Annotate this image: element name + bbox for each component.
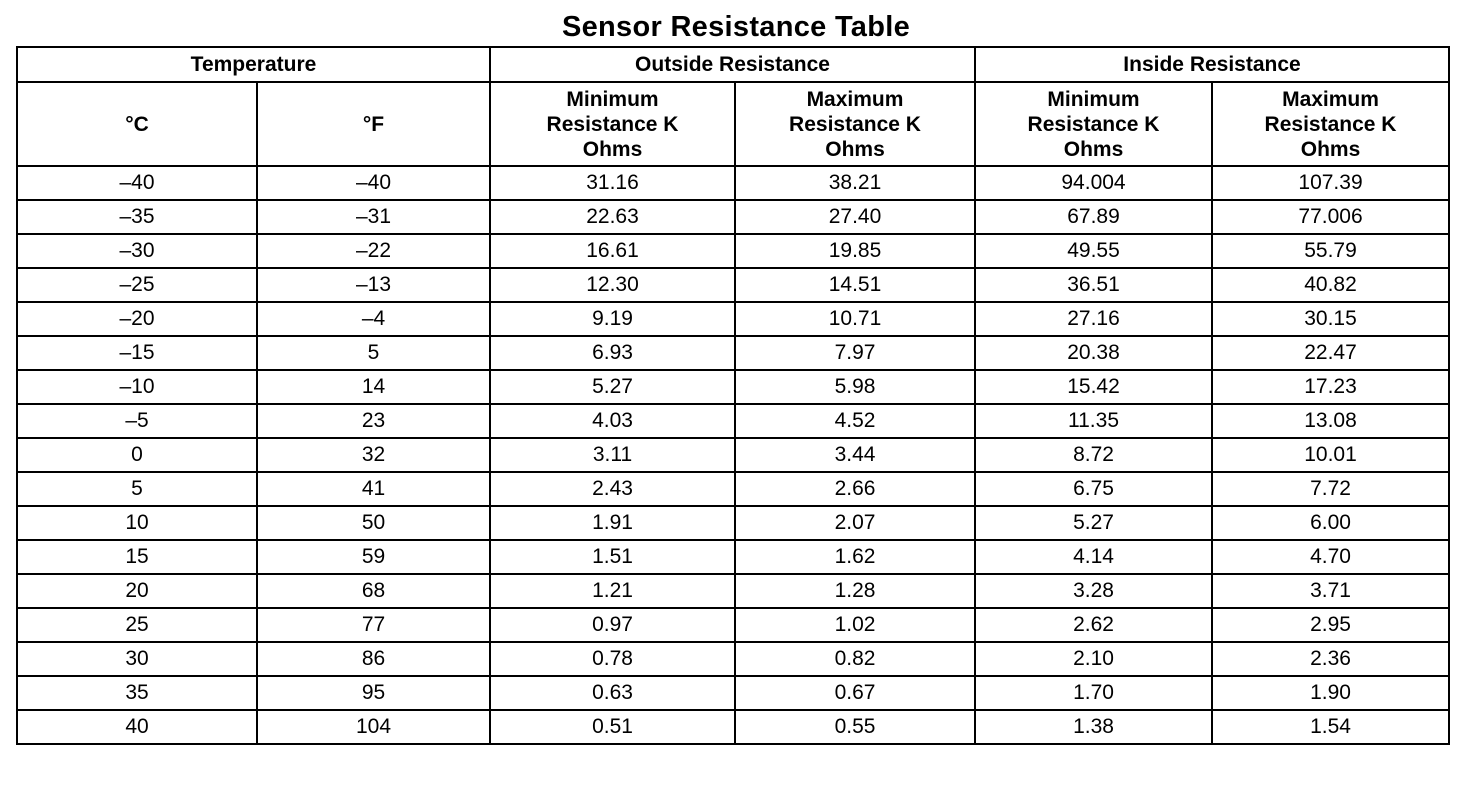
inside-min-cell: 67.89 [975,200,1212,234]
inside-max-cell: 40.82 [1212,268,1449,302]
fahrenheit-cell: –22 [257,234,490,268]
table-row [17,268,1449,302]
inside-max-cell: 3.71 [1212,574,1449,608]
inside-min-cell: 11.35 [975,404,1212,438]
header-line: Ohms [1063,137,1124,161]
inside-max-cell: 13.08 [1212,404,1449,438]
outside-max-cell: 0.82 [735,642,975,676]
celsius-cell: 0 [17,438,257,472]
fahrenheit-column-header: °F [257,82,490,166]
celsius-cell: –40 [17,166,257,200]
fahrenheit-cell: –4 [257,302,490,336]
outside-resistance-group-header: Outside Resistance [490,47,975,82]
outside-min-cell: 1.21 [490,574,735,608]
table-row [17,710,1449,744]
outside-min-cell: 4.03 [490,404,735,438]
outside-min-cell: 6.93 [490,336,735,370]
inside-min-cell: 2.62 [975,608,1212,642]
celsius-cell: 25 [17,608,257,642]
outside-max-cell: 27.40 [735,200,975,234]
inside-min-cell: 94.004 [975,166,1212,200]
outside-max-cell: 5.98 [735,370,975,404]
celsius-cell: –15 [17,336,257,370]
inside-max-cell: 2.95 [1212,608,1449,642]
outside-max-cell: 38.21 [735,166,975,200]
inside-max-cell: 1.90 [1212,676,1449,710]
outside-max-cell: 1.28 [735,574,975,608]
fahrenheit-cell: 68 [257,574,490,608]
celsius-cell: –5 [17,404,257,438]
inside-min-column-header [975,82,1212,166]
fahrenheit-cell: 32 [257,438,490,472]
outside-min-cell: 3.11 [490,438,735,472]
fahrenheit-cell: –31 [257,200,490,234]
outside-min-cell: 31.16 [490,166,735,200]
table-row [17,608,1449,642]
inside-max-cell: 4.70 [1212,540,1449,574]
table-row [17,506,1449,540]
column-header-row [17,82,1449,166]
header-line: Resistance K [1027,112,1160,136]
fahrenheit-cell: 86 [257,642,490,676]
outside-min-cell: 1.51 [490,540,735,574]
outside-max-cell: 19.85 [735,234,975,268]
outside-max-cell: 1.02 [735,608,975,642]
table-row [17,438,1449,472]
fahrenheit-cell: 41 [257,472,490,506]
inside-min-cell: 5.27 [975,506,1212,540]
fahrenheit-cell: 23 [257,404,490,438]
inside-max-cell: 2.36 [1212,642,1449,676]
fahrenheit-cell: 14 [257,370,490,404]
table-row [17,370,1449,404]
header-line: Maximum [1282,87,1379,111]
header-line: Resistance K [789,112,921,136]
outside-min-cell: 16.61 [490,234,735,268]
table-row [17,574,1449,608]
table-row [17,540,1449,574]
inside-max-cell: 107.39 [1212,166,1449,200]
inside-min-cell: 27.16 [975,302,1212,336]
celsius-cell: –20 [17,302,257,336]
inside-min-cell: 4.14 [975,540,1212,574]
celsius-cell: –10 [17,370,257,404]
fahrenheit-cell: –40 [257,166,490,200]
header-line: Resistance K [546,112,679,136]
celsius-cell: 20 [17,574,257,608]
inside-min-cell: 6.75 [975,472,1212,506]
inside-max-cell: 7.72 [1212,472,1449,506]
table-row [17,642,1449,676]
table-row [17,234,1449,268]
table-title: Sensor Resistance Table [561,11,911,43]
outside-max-cell: 10.71 [735,302,975,336]
outside-min-cell: 9.19 [490,302,735,336]
outside-min-cell: 12.30 [490,268,735,302]
header-line: Ohms [1300,137,1361,161]
inside-max-cell: 6.00 [1212,506,1449,540]
celsius-cell: 10 [17,506,257,540]
outside-min-cell: 0.97 [490,608,735,642]
celsius-cell: –35 [17,200,257,234]
inside-max-cell: 55.79 [1212,234,1449,268]
inside-min-cell: 3.28 [975,574,1212,608]
table-row [17,166,1449,200]
celsius-cell: 15 [17,540,257,574]
outside-max-cell: 4.52 [735,404,975,438]
header-line: Minimum [1047,87,1140,111]
outside-min-cell: 22.63 [490,200,735,234]
outside-max-cell: 2.07 [735,506,975,540]
inside-max-cell: 1.54 [1212,710,1449,744]
inside-resistance-group-header: Inside Resistance [975,47,1449,82]
inside-min-cell: 36.51 [975,268,1212,302]
inside-min-cell: 49.55 [975,234,1212,268]
table-row [17,336,1449,370]
outside-max-cell: 0.55 [735,710,975,744]
outside-max-cell: 7.97 [735,336,975,370]
inside-min-cell: 1.38 [975,710,1212,744]
outside-max-cell: 0.67 [735,676,975,710]
fahrenheit-cell: 95 [257,676,490,710]
outside-min-cell: 0.78 [490,642,735,676]
inside-min-cell: 2.10 [975,642,1212,676]
table-row [17,472,1449,506]
sensor-resistance-table [16,46,1450,745]
outside-max-cell: 1.62 [735,540,975,574]
outside-min-cell: 1.91 [490,506,735,540]
header-line: Maximum [806,87,904,111]
inside-max-cell: 17.23 [1212,370,1449,404]
temperature-group-header: Temperature [17,47,490,82]
table-row [17,404,1449,438]
celsius-cell: 40 [17,710,257,744]
outside-min-cell: 0.63 [490,676,735,710]
table-row [17,200,1449,234]
header-line: Ohms [825,137,885,161]
table-header [17,47,1449,166]
fahrenheit-cell: 77 [257,608,490,642]
outside-min-cell: 5.27 [490,370,735,404]
table-row [17,302,1449,336]
celsius-cell: –30 [17,234,257,268]
fahrenheit-cell: 59 [257,540,490,574]
outside-max-cell: 3.44 [735,438,975,472]
fahrenheit-cell: 50 [257,506,490,540]
celsius-cell: 30 [17,642,257,676]
fahrenheit-cell: 5 [257,336,490,370]
inside-min-cell: 8.72 [975,438,1212,472]
inside-min-cell: 1.70 [975,676,1212,710]
table-body [17,166,1449,744]
outside-max-column-header [735,82,975,166]
outside-min-column-header [490,82,735,166]
fahrenheit-cell: –13 [257,268,490,302]
celsius-cell: –25 [17,268,257,302]
celsius-cell: 35 [17,676,257,710]
inside-max-cell: 10.01 [1212,438,1449,472]
outside-min-cell: 0.51 [490,710,735,744]
header-line: Resistance K [1264,112,1397,136]
outside-min-cell: 2.43 [490,472,735,506]
group-header-row [17,47,1449,82]
inside-max-column-header [1212,82,1449,166]
inside-max-cell: 22.47 [1212,336,1449,370]
header-line: Minimum [566,87,659,111]
inside-min-cell: 20.38 [975,336,1212,370]
inside-max-cell: 77.006 [1212,200,1449,234]
fahrenheit-cell: 104 [257,710,490,744]
celsius-column-header: °C [17,82,257,166]
header-line: Ohms [582,137,643,161]
table-row [17,676,1449,710]
celsius-cell: 5 [17,472,257,506]
inside-max-cell: 30.15 [1212,302,1449,336]
outside-max-cell: 14.51 [735,268,975,302]
inside-min-cell: 15.42 [975,370,1212,404]
outside-max-cell: 2.66 [735,472,975,506]
